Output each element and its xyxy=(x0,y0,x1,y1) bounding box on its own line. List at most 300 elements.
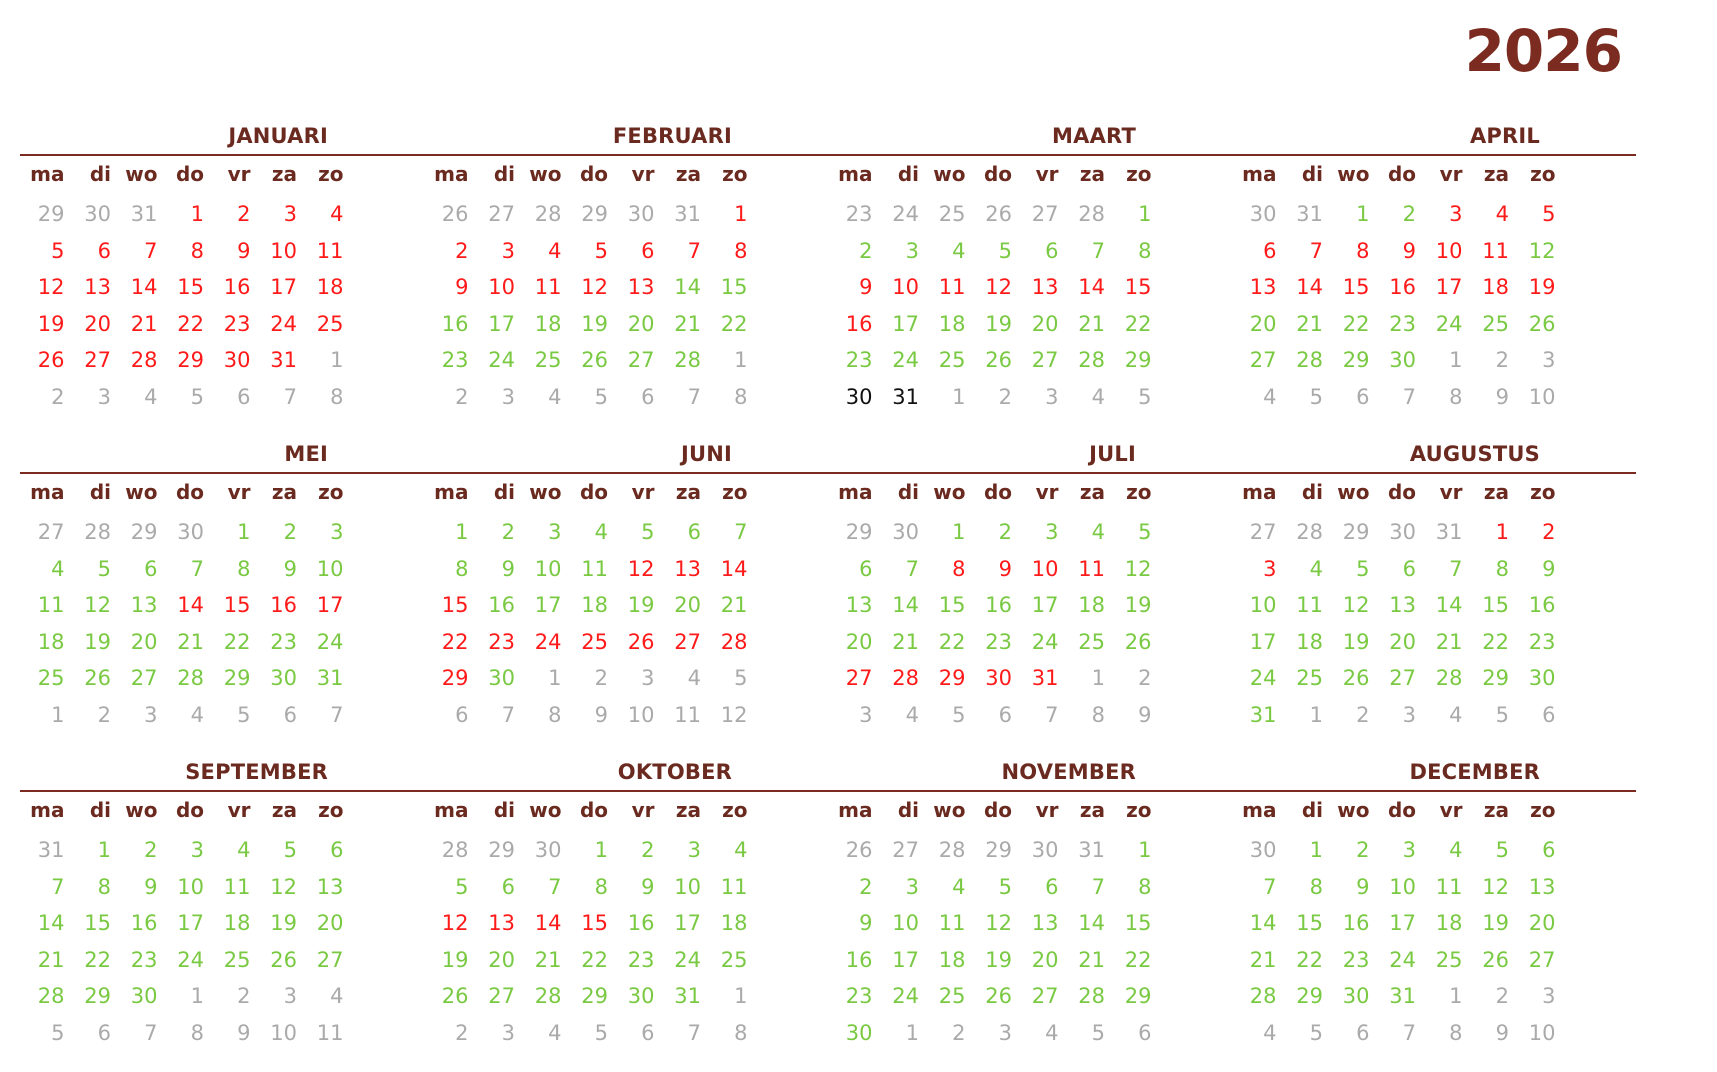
day-cell: 22 xyxy=(441,629,469,654)
day-cell: 20 xyxy=(1249,311,1277,336)
day-cell: 4 xyxy=(1045,1020,1059,1045)
day-cell: 19 xyxy=(1528,275,1556,299)
day-cell: 3 xyxy=(905,238,919,263)
month-block xyxy=(424,118,828,436)
day-cell: 3 xyxy=(905,874,919,899)
day-cell: 31 xyxy=(270,348,297,372)
day-cell: 30 xyxy=(1528,666,1556,690)
weekday-label: za xyxy=(675,162,701,186)
day-cell: 25 xyxy=(1482,311,1509,336)
day-cell: 21 xyxy=(37,947,65,972)
day-cell: 4 xyxy=(1309,556,1323,581)
day-cell: 31 xyxy=(1435,520,1463,544)
day-cell: 30 xyxy=(627,202,655,226)
weekday-label: wo xyxy=(1337,162,1370,186)
weekday-label: ma xyxy=(30,480,65,504)
day-cell: 26 xyxy=(985,202,1012,226)
weekday-label: di xyxy=(493,162,515,186)
day-cell: 6 xyxy=(687,520,701,544)
day-cell: 3 xyxy=(1263,556,1277,581)
day-cell: 1 xyxy=(1356,202,1370,226)
day-cell: 28 xyxy=(892,666,919,690)
day-cell: 14 xyxy=(534,911,562,935)
days-grid xyxy=(20,196,346,415)
day-cell: 3 xyxy=(330,520,344,544)
day-cell: 6 xyxy=(97,238,111,263)
day-cell: 4 xyxy=(330,202,344,226)
day-cell: 12 xyxy=(441,911,469,935)
day-cell: 13 xyxy=(845,593,873,617)
day-cell: 8 xyxy=(455,556,469,581)
weekday-header-row xyxy=(424,798,750,822)
day-cell: 14 xyxy=(1435,593,1463,617)
day-cell: 29 xyxy=(1482,666,1509,690)
day-cell: 14 xyxy=(1296,275,1323,299)
day-cell: 11 xyxy=(316,1020,344,1045)
day-cell: 9 xyxy=(1542,556,1556,581)
day-cell: 29 xyxy=(985,838,1012,862)
days-grid xyxy=(828,832,1154,1051)
day-cell: 25 xyxy=(1078,629,1105,654)
day-cell: 29 xyxy=(938,666,966,690)
day-cell: 7 xyxy=(1402,1020,1416,1045)
day-cell: 4 xyxy=(952,874,966,899)
day-cell: 30 xyxy=(1249,202,1277,226)
day-cell: 17 xyxy=(1389,911,1416,935)
day-cell: 24 xyxy=(674,947,701,972)
weekday-label: do xyxy=(1387,162,1416,186)
day-cell: 23 xyxy=(1528,629,1556,654)
day-cell: 23 xyxy=(627,947,655,972)
day-cell: 23 xyxy=(488,629,515,654)
day-cell: 13 xyxy=(1249,275,1277,299)
day-cell: 2 xyxy=(998,520,1012,544)
day-cell: 13 xyxy=(627,275,655,299)
weekday-label: di xyxy=(493,480,515,504)
day-cell: 22 xyxy=(1482,629,1509,654)
weekday-label: zo xyxy=(1530,480,1556,504)
day-cell: 14 xyxy=(1078,911,1105,935)
day-cell: 6 xyxy=(330,838,344,862)
day-cell: 9 xyxy=(1138,702,1152,727)
day-cell: 19 xyxy=(985,311,1012,336)
day-cell: 7 xyxy=(687,384,701,409)
day-cell: 5 xyxy=(952,702,966,727)
day-cell: 5 xyxy=(998,238,1012,263)
day-cell: 15 xyxy=(938,593,966,617)
day-cell: 4 xyxy=(1449,702,1463,727)
day-cell: 12 xyxy=(1528,238,1556,263)
day-cell: 3 xyxy=(1402,838,1416,862)
day-cell: 29 xyxy=(1296,984,1323,1008)
day-cell: 17 xyxy=(316,593,344,617)
day-cell: 6 xyxy=(1045,874,1059,899)
month-header xyxy=(20,436,424,474)
day-cell: 29 xyxy=(441,666,469,690)
weekday-header-row xyxy=(828,480,1154,504)
month-header xyxy=(20,754,424,792)
day-cell: 4 xyxy=(190,702,204,727)
day-cell: 17 xyxy=(270,275,297,299)
day-cell: 4 xyxy=(687,666,701,690)
day-cell: 18 xyxy=(1435,911,1463,935)
day-cell: 8 xyxy=(97,874,111,899)
day-cell: 6 xyxy=(97,1020,111,1045)
day-cell: 4 xyxy=(548,1020,562,1045)
weekday-label: vr xyxy=(1439,480,1463,504)
day-cell: 9 xyxy=(641,874,655,899)
day-cell: 24 xyxy=(488,348,515,372)
day-cell: 2 xyxy=(97,702,111,727)
day-cell: 21 xyxy=(534,947,562,972)
month-name: OKTOBER xyxy=(617,760,732,784)
day-cell: 12 xyxy=(985,275,1012,299)
day-cell: 9 xyxy=(283,556,297,581)
day-cell: 5 xyxy=(1309,384,1323,409)
day-cell: 4 xyxy=(548,384,562,409)
weekday-label: wo xyxy=(125,162,158,186)
day-cell: 29 xyxy=(1124,348,1152,372)
weekday-label: di xyxy=(89,162,111,186)
weekday-label: wo xyxy=(933,162,966,186)
day-cell: 30 xyxy=(84,202,111,226)
day-cell: 6 xyxy=(998,702,1012,727)
day-cell: 3 xyxy=(283,202,297,226)
days-grid xyxy=(20,514,346,733)
day-cell: 9 xyxy=(455,275,469,299)
day-cell: 16 xyxy=(1342,911,1370,935)
month-name: FEBRUARI xyxy=(612,124,732,148)
weekday-label: vr xyxy=(1035,162,1059,186)
day-cell: 24 xyxy=(1031,629,1059,654)
day-cell: 8 xyxy=(1138,238,1152,263)
day-cell: 29 xyxy=(1342,520,1370,544)
day-cell: 17 xyxy=(1249,629,1277,654)
weekday-label: ma xyxy=(434,480,469,504)
day-cell: 3 xyxy=(501,1020,515,1045)
day-cell: 7 xyxy=(687,238,701,263)
day-cell: 2 xyxy=(1356,838,1370,862)
day-cell: 2 xyxy=(501,520,515,544)
month-block xyxy=(1232,118,1636,436)
day-cell: 19 xyxy=(1482,911,1509,935)
weekday-label: do xyxy=(175,798,204,822)
day-cell: 25 xyxy=(938,984,966,1008)
day-cell: 24 xyxy=(270,311,297,336)
day-cell: 27 xyxy=(316,947,344,972)
day-cell: 22 xyxy=(1342,311,1370,336)
day-cell: 3 xyxy=(144,702,158,727)
day-cell: 9 xyxy=(1402,238,1416,263)
weekday-header-row xyxy=(424,480,750,504)
day-cell: 23 xyxy=(1342,947,1370,972)
day-cell: 2 xyxy=(998,384,1012,409)
day-cell: 26 xyxy=(1124,629,1152,654)
day-cell: 25 xyxy=(720,947,748,972)
weekday-header-row xyxy=(828,798,1154,822)
day-cell: 30 xyxy=(985,666,1012,690)
day-cell: 19 xyxy=(627,593,655,617)
month-name: JULI xyxy=(1089,442,1136,466)
day-cell: 5 xyxy=(594,238,608,263)
day-cell: 3 xyxy=(97,384,111,409)
day-cell: 11 xyxy=(1435,874,1463,899)
day-cell: 16 xyxy=(627,911,655,935)
weekday-label: zo xyxy=(1530,162,1556,186)
day-cell: 24 xyxy=(892,202,919,226)
day-cell: 24 xyxy=(177,947,204,972)
day-cell: 15 xyxy=(1124,911,1152,935)
weekday-label: ma xyxy=(838,798,873,822)
month-block xyxy=(20,754,424,1072)
day-cell: 27 xyxy=(892,838,919,862)
day-cell: 6 xyxy=(1356,1020,1370,1045)
weekday-label: vr xyxy=(1035,798,1059,822)
day-cell: 20 xyxy=(1389,629,1416,654)
weekday-label: wo xyxy=(529,480,562,504)
day-cell: 3 xyxy=(501,238,515,263)
day-cell: 17 xyxy=(674,911,701,935)
day-cell: 8 xyxy=(1309,874,1323,899)
day-cell: 9 xyxy=(1495,384,1509,409)
day-cell: 1 xyxy=(455,520,469,544)
day-cell: 27 xyxy=(84,348,111,372)
day-cell: 10 xyxy=(177,874,204,899)
month-row xyxy=(20,754,1636,1072)
day-cell: 9 xyxy=(594,702,608,727)
day-cell: 8 xyxy=(734,238,748,263)
weekday-header-row xyxy=(424,162,750,186)
day-cell: 28 xyxy=(1078,348,1105,372)
day-cell: 29 xyxy=(223,666,251,690)
day-cell: 1 xyxy=(51,702,65,727)
day-cell: 10 xyxy=(1435,238,1463,263)
day-cell: 29 xyxy=(581,202,608,226)
day-cell: 12 xyxy=(720,702,748,727)
day-cell: 1 xyxy=(548,666,562,690)
day-cell: 11 xyxy=(581,556,608,581)
day-cell: 1 xyxy=(237,520,251,544)
day-cell: 10 xyxy=(1389,874,1416,899)
weekday-header-row xyxy=(1232,480,1558,504)
day-cell: 4 xyxy=(237,838,251,862)
day-cell: 29 xyxy=(581,984,608,1008)
day-cell: 24 xyxy=(892,348,919,372)
day-cell: 9 xyxy=(237,238,251,263)
day-cell: 11 xyxy=(223,874,251,899)
day-cell: 27 xyxy=(488,202,515,226)
day-cell: 2 xyxy=(859,238,873,263)
day-cell: 10 xyxy=(1031,556,1059,581)
day-cell: 19 xyxy=(270,911,297,935)
day-cell: 4 xyxy=(1263,384,1277,409)
day-cell: 18 xyxy=(37,629,65,654)
day-cell: 17 xyxy=(892,311,919,336)
month-name: SEPTEMBER xyxy=(185,760,328,784)
day-cell: 29 xyxy=(1342,348,1370,372)
day-cell: 1 xyxy=(1495,520,1509,544)
day-cell: 30 xyxy=(223,348,251,372)
day-cell: 4 xyxy=(144,384,158,409)
weekday-header-row xyxy=(828,162,1154,186)
day-cell: 12 xyxy=(84,593,111,617)
weekday-label: vr xyxy=(1035,480,1059,504)
month-row xyxy=(20,118,1636,436)
day-cell: 30 xyxy=(1389,520,1416,544)
day-cell: 18 xyxy=(581,593,608,617)
weekday-label: za xyxy=(1483,480,1509,504)
day-cell: 19 xyxy=(985,947,1012,972)
day-cell: 10 xyxy=(1528,384,1556,409)
weekday-label: do xyxy=(983,798,1012,822)
weekday-label: za xyxy=(271,798,297,822)
day-cell: 1 xyxy=(190,202,204,226)
day-cell: 26 xyxy=(84,666,111,690)
day-cell: 13 xyxy=(84,275,111,299)
day-cell: 6 xyxy=(641,238,655,263)
day-cell: 21 xyxy=(674,311,701,336)
day-cell: 16 xyxy=(845,311,873,336)
day-cell: 31 xyxy=(1389,984,1416,1008)
day-cell: 3 xyxy=(1045,520,1059,544)
day-cell: 30 xyxy=(1031,838,1059,862)
weekday-label: wo xyxy=(529,798,562,822)
day-cell: 25 xyxy=(534,348,562,372)
calendar-grid xyxy=(20,118,1636,1072)
day-cell: 28 xyxy=(1249,984,1277,1008)
day-cell: 28 xyxy=(534,202,562,226)
weekday-label: wo xyxy=(125,798,158,822)
month-header xyxy=(1232,754,1636,792)
weekday-label: di xyxy=(897,162,919,186)
day-cell: 28 xyxy=(534,984,562,1008)
day-cell: 11 xyxy=(938,275,966,299)
day-cell: 24 xyxy=(1435,311,1463,336)
day-cell: 26 xyxy=(270,947,297,972)
day-cell: 28 xyxy=(177,666,204,690)
day-cell: 7 xyxy=(1309,238,1323,263)
day-cell: 1 xyxy=(734,348,748,372)
day-cell: 10 xyxy=(316,556,344,581)
day-cell: 5 xyxy=(594,1020,608,1045)
weekday-label: do xyxy=(175,480,204,504)
day-cell: 6 xyxy=(144,556,158,581)
day-cell: 21 xyxy=(130,311,158,336)
day-cell: 1 xyxy=(734,202,748,226)
weekday-label: di xyxy=(897,480,919,504)
day-cell: 23 xyxy=(270,629,297,654)
weekday-label: di xyxy=(493,798,515,822)
day-cell: 2 xyxy=(1495,348,1509,372)
weekday-label: za xyxy=(1483,798,1509,822)
day-cell: 26 xyxy=(1482,947,1509,972)
day-cell: 8 xyxy=(1495,556,1509,581)
day-cell: 1 xyxy=(330,348,344,372)
day-cell: 15 xyxy=(1482,593,1509,617)
day-cell: 25 xyxy=(316,311,344,336)
day-cell: 21 xyxy=(1296,311,1323,336)
month-header xyxy=(828,754,1232,792)
day-cell: 18 xyxy=(720,911,748,935)
day-cell: 27 xyxy=(1249,520,1277,544)
day-cell: 14 xyxy=(1078,275,1105,299)
day-cell: 8 xyxy=(1091,702,1105,727)
day-cell: 2 xyxy=(641,838,655,862)
day-cell: 7 xyxy=(1402,384,1416,409)
day-cell: 11 xyxy=(1482,238,1509,263)
day-cell: 12 xyxy=(627,556,655,581)
day-cell: 5 xyxy=(190,384,204,409)
day-cell: 4 xyxy=(330,984,344,1008)
month-block xyxy=(20,118,424,436)
day-cell: 28 xyxy=(84,520,111,544)
day-cell: 24 xyxy=(1389,947,1416,972)
day-cell: 28 xyxy=(1296,348,1323,372)
day-cell: 25 xyxy=(1296,666,1323,690)
day-cell: 19 xyxy=(1342,629,1370,654)
weekday-label: za xyxy=(675,480,701,504)
day-cell: 18 xyxy=(316,275,344,299)
day-cell: 30 xyxy=(534,838,562,862)
days-grid xyxy=(424,832,750,1051)
day-cell: 18 xyxy=(534,311,562,336)
day-cell: 28 xyxy=(130,348,158,372)
day-cell: 13 xyxy=(674,556,701,581)
day-cell: 23 xyxy=(845,348,873,372)
day-cell: 14 xyxy=(130,275,158,299)
day-cell: 1 xyxy=(952,520,966,544)
weekday-label: zo xyxy=(722,798,748,822)
month-block xyxy=(424,436,828,754)
day-cell: 12 xyxy=(985,911,1012,935)
day-cell: 31 xyxy=(674,984,701,1008)
day-cell: 27 xyxy=(845,666,873,690)
day-cell: 2 xyxy=(283,520,297,544)
day-cell: 28 xyxy=(37,984,65,1008)
day-cell: 2 xyxy=(594,666,608,690)
weekday-label: zo xyxy=(722,162,748,186)
day-cell: 1 xyxy=(594,838,608,862)
day-cell: 9 xyxy=(1356,874,1370,899)
weekday-label: zo xyxy=(318,162,344,186)
day-cell: 13 xyxy=(130,593,158,617)
weekday-label: do xyxy=(1387,798,1416,822)
day-cell: 2 xyxy=(237,984,251,1008)
day-cell: 1 xyxy=(905,1020,919,1045)
day-cell: 20 xyxy=(130,629,158,654)
day-cell: 31 xyxy=(1078,838,1105,862)
day-cell: 29 xyxy=(130,520,158,544)
day-cell: 3 xyxy=(998,1020,1012,1045)
day-cell: 4 xyxy=(548,238,562,263)
day-cell: 2 xyxy=(1402,202,1416,226)
day-cell: 6 xyxy=(1138,1020,1152,1045)
day-cell: 8 xyxy=(594,874,608,899)
day-cell: 28 xyxy=(1078,984,1105,1008)
day-cell: 15 xyxy=(581,911,608,935)
weekday-label: do xyxy=(1387,480,1416,504)
day-cell: 19 xyxy=(441,947,469,972)
day-cell: 25 xyxy=(938,348,966,372)
day-cell: 31 xyxy=(1249,702,1277,727)
day-cell: 26 xyxy=(627,629,655,654)
day-cell: 8 xyxy=(548,702,562,727)
day-cell: 11 xyxy=(938,911,966,935)
day-cell: 30 xyxy=(845,384,873,409)
day-cell: 3 xyxy=(1449,202,1463,226)
day-cell: 27 xyxy=(627,348,655,372)
weekday-label: za xyxy=(1079,798,1105,822)
